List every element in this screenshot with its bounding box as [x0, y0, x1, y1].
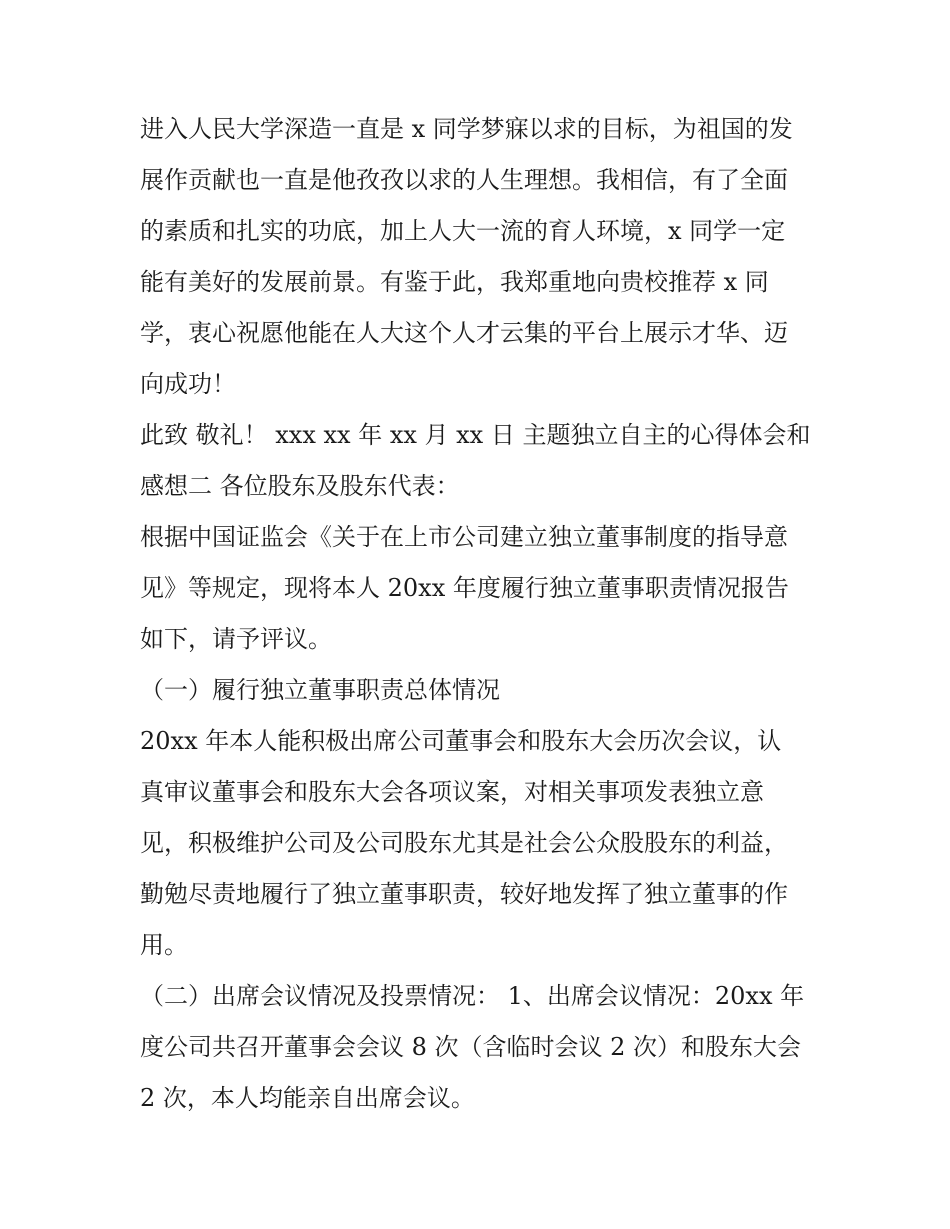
- paragraph-closing-and-salutation: 此致 敬礼！ xxx xx 年 xx 月 xx 日 主题独立自主的心得体会和 感想二 各位股东及股东代表：: [140, 421, 811, 500]
- section-heading-1: （一）履行独立董事职责总体情况: [140, 676, 500, 704]
- paragraph-report-intro: 根据中国证监会《关于在上市公司建立独立董事制度的指导意 见》等规定，现将本人 20xx 年度履行独立董事职责情况报告 如下，请予评议。: [140, 523, 789, 653]
- document-page: [140, 104, 820, 1124]
- paragraph-meeting-attendance: （二）出席会议情况及投票情况： 1、出席会议情况：20xx 年 度公司共召开董事会会议 8 次（含临时会议 2 次）和股东大会 2 次，本人均能亲自出席会议。: [140, 982, 805, 1112]
- paragraph-overall-duties: 20xx 年本人能积极出席公司董事会和股东大会历次会议，认 真审议董事会和股东大会各项议案，对相关事项发表独立意 见，积极维护公司及公司股东尤其是社会公众股股东的利益， 勤勉尽责地履行了独立董事职责，较好地发挥了独立董事的作 用。: [140, 727, 788, 959]
- paragraph-recommendation: 进入人民大学深造一直是 x 同学梦寐以求的目标，为祖国的发 展作贡献也一直是他孜孜以求的人生理想。我相信，有了全面 的素质和扎实的功底，加上人大一流的育人环境，x 同学一定 能有美好的发展前景。有鉴于此，我郑重地向贵校推荐 x 同 学，衷心祝愿他能在人大这个人才云集的平台上展示才华、迈 向成功！: [140, 115, 793, 398]
